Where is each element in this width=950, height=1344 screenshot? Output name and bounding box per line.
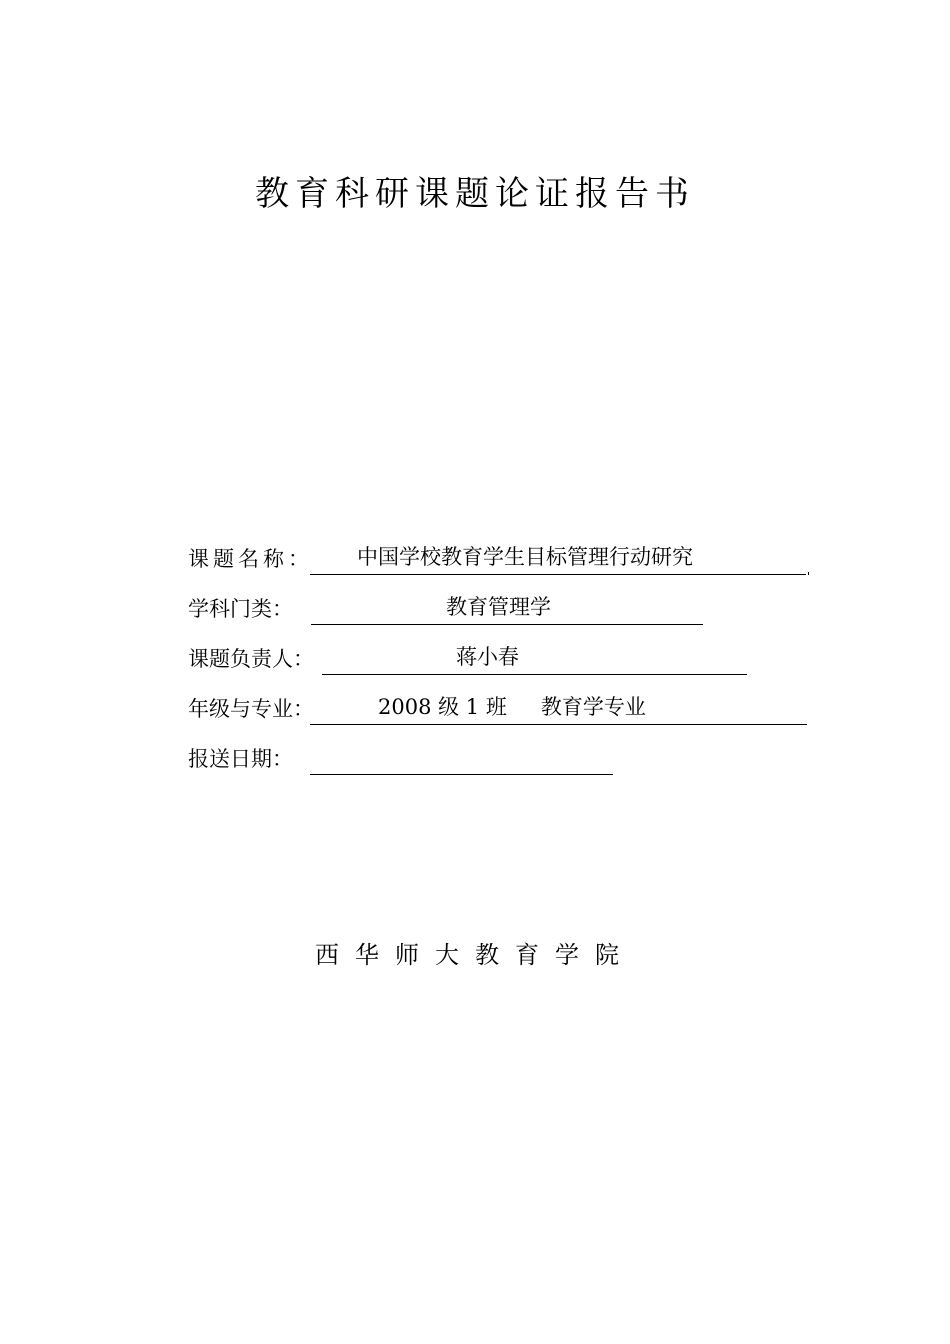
institution-name: 西华师大教育学院 xyxy=(315,941,635,969)
field-leader xyxy=(188,644,748,680)
field-grade-major-underline xyxy=(310,694,807,725)
field-discipline-underline xyxy=(311,594,703,625)
field-discipline xyxy=(188,594,708,630)
field-topic xyxy=(188,544,828,580)
field-topic-end-mark xyxy=(808,572,809,575)
field-discipline-value: 教育管理学 xyxy=(446,595,551,619)
field-discipline-label: 学科门类： xyxy=(188,597,293,621)
field-leader-value: 蒋小春 xyxy=(456,645,519,669)
page-title: 教育科研课题论证报告书 xyxy=(255,174,695,214)
field-topic-label: 课题名称： xyxy=(188,547,313,571)
field-topic-value: 中国学校教育学生目标管理行动研究 xyxy=(357,545,693,569)
field-grade-major-value xyxy=(378,692,646,722)
field-leader-label: 课题负责人： xyxy=(188,647,314,671)
field-submit-date-underline xyxy=(310,744,613,775)
field-grade-major xyxy=(188,694,808,730)
field-grade-major-class: 2008 级 1 班 xyxy=(378,695,507,719)
field-topic-underline xyxy=(310,544,806,575)
field-grade-major-major: 教育学专业 xyxy=(540,695,646,719)
field-submit-date xyxy=(188,744,628,780)
field-submit-date-label: 报送日期： xyxy=(188,747,293,771)
field-leader-underline xyxy=(322,644,747,675)
field-grade-major-label: 年级与专业： xyxy=(188,697,314,721)
